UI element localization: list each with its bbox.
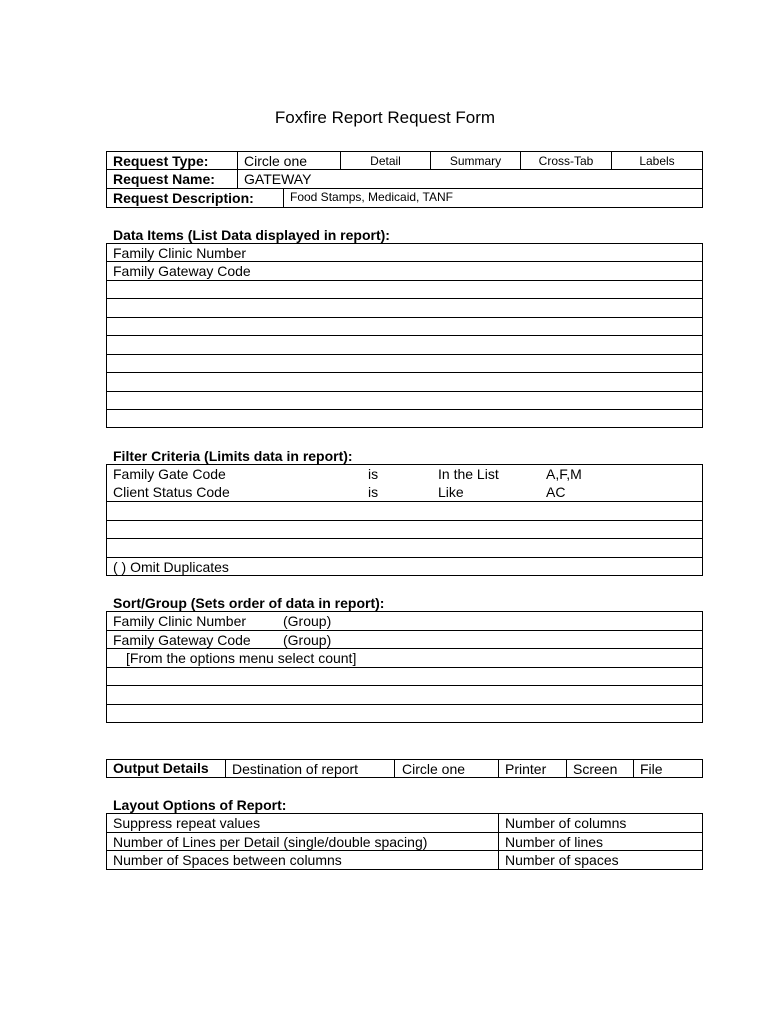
page-title: Foxfire Report Request Form bbox=[274, 108, 496, 127]
layout-value: Number of columns bbox=[505, 815, 627, 831]
sort-group: (Group) bbox=[283, 613, 332, 629]
filter-operator: is bbox=[368, 466, 379, 482]
omit-duplicates-option[interactable]: ( ) Omit Duplicates bbox=[113, 559, 229, 575]
type-option-summary[interactable]: Summary bbox=[449, 154, 502, 168]
output-circle-one: Circle one bbox=[402, 761, 466, 777]
filter-field: Client Status Code bbox=[113, 484, 230, 500]
sort-heading: Sort/Group (Sets order of data in report): bbox=[113, 595, 385, 611]
layout-value: Number of spaces bbox=[505, 852, 619, 868]
request-type-label: Request Type: bbox=[113, 153, 209, 169]
request-type-circle: Circle one bbox=[244, 153, 308, 169]
request-name-label: Request Name: bbox=[113, 171, 215, 187]
sort-note: [From the options menu select count] bbox=[126, 650, 357, 666]
layout-heading: Layout Options of Report: bbox=[113, 797, 287, 813]
request-description-label: Request Description: bbox=[113, 190, 254, 206]
request-description-value: Food Stamps, Medicaid, TANF bbox=[290, 190, 453, 204]
filter-field: Family Gate Code bbox=[113, 466, 226, 482]
data-item-row: Family Clinic Number bbox=[113, 245, 247, 261]
filter-heading: Filter Criteria (Limits data in report): bbox=[113, 448, 353, 464]
type-option-detail[interactable]: Detail bbox=[370, 154, 401, 168]
output-option-file[interactable]: File bbox=[640, 761, 663, 777]
sort-group: (Group) bbox=[283, 632, 332, 648]
layout-option: Suppress repeat values bbox=[113, 815, 261, 831]
data-items-heading: Data Items (List Data displayed in report): bbox=[113, 227, 390, 243]
filter-condition: In the List bbox=[438, 466, 499, 482]
sort-field: Family Gateway Code bbox=[113, 632, 251, 648]
layout-value: Number of lines bbox=[505, 834, 604, 850]
output-details-label: Output Details bbox=[113, 760, 209, 776]
layout-option: Number of Lines per Detail (single/double spacing) bbox=[113, 834, 428, 850]
output-option-screen[interactable]: Screen bbox=[573, 761, 618, 777]
filter-condition: Like bbox=[438, 484, 464, 500]
layout-option: Number of Spaces between columns bbox=[113, 852, 342, 868]
output-destination-label: Destination of report bbox=[232, 761, 359, 777]
output-option-printer[interactable]: Printer bbox=[505, 761, 547, 777]
type-option-cross-tab[interactable]: Cross-Tab bbox=[538, 154, 594, 168]
filter-value: A,F,M bbox=[546, 466, 582, 482]
data-item-row: Family Gateway Code bbox=[113, 263, 251, 279]
filter-operator: is bbox=[368, 484, 379, 500]
filter-value: AC bbox=[546, 484, 566, 500]
type-option-labels[interactable]: Labels bbox=[639, 154, 675, 168]
request-name-value: GATEWAY bbox=[244, 171, 312, 187]
sort-field: Family Clinic Number bbox=[113, 613, 247, 629]
